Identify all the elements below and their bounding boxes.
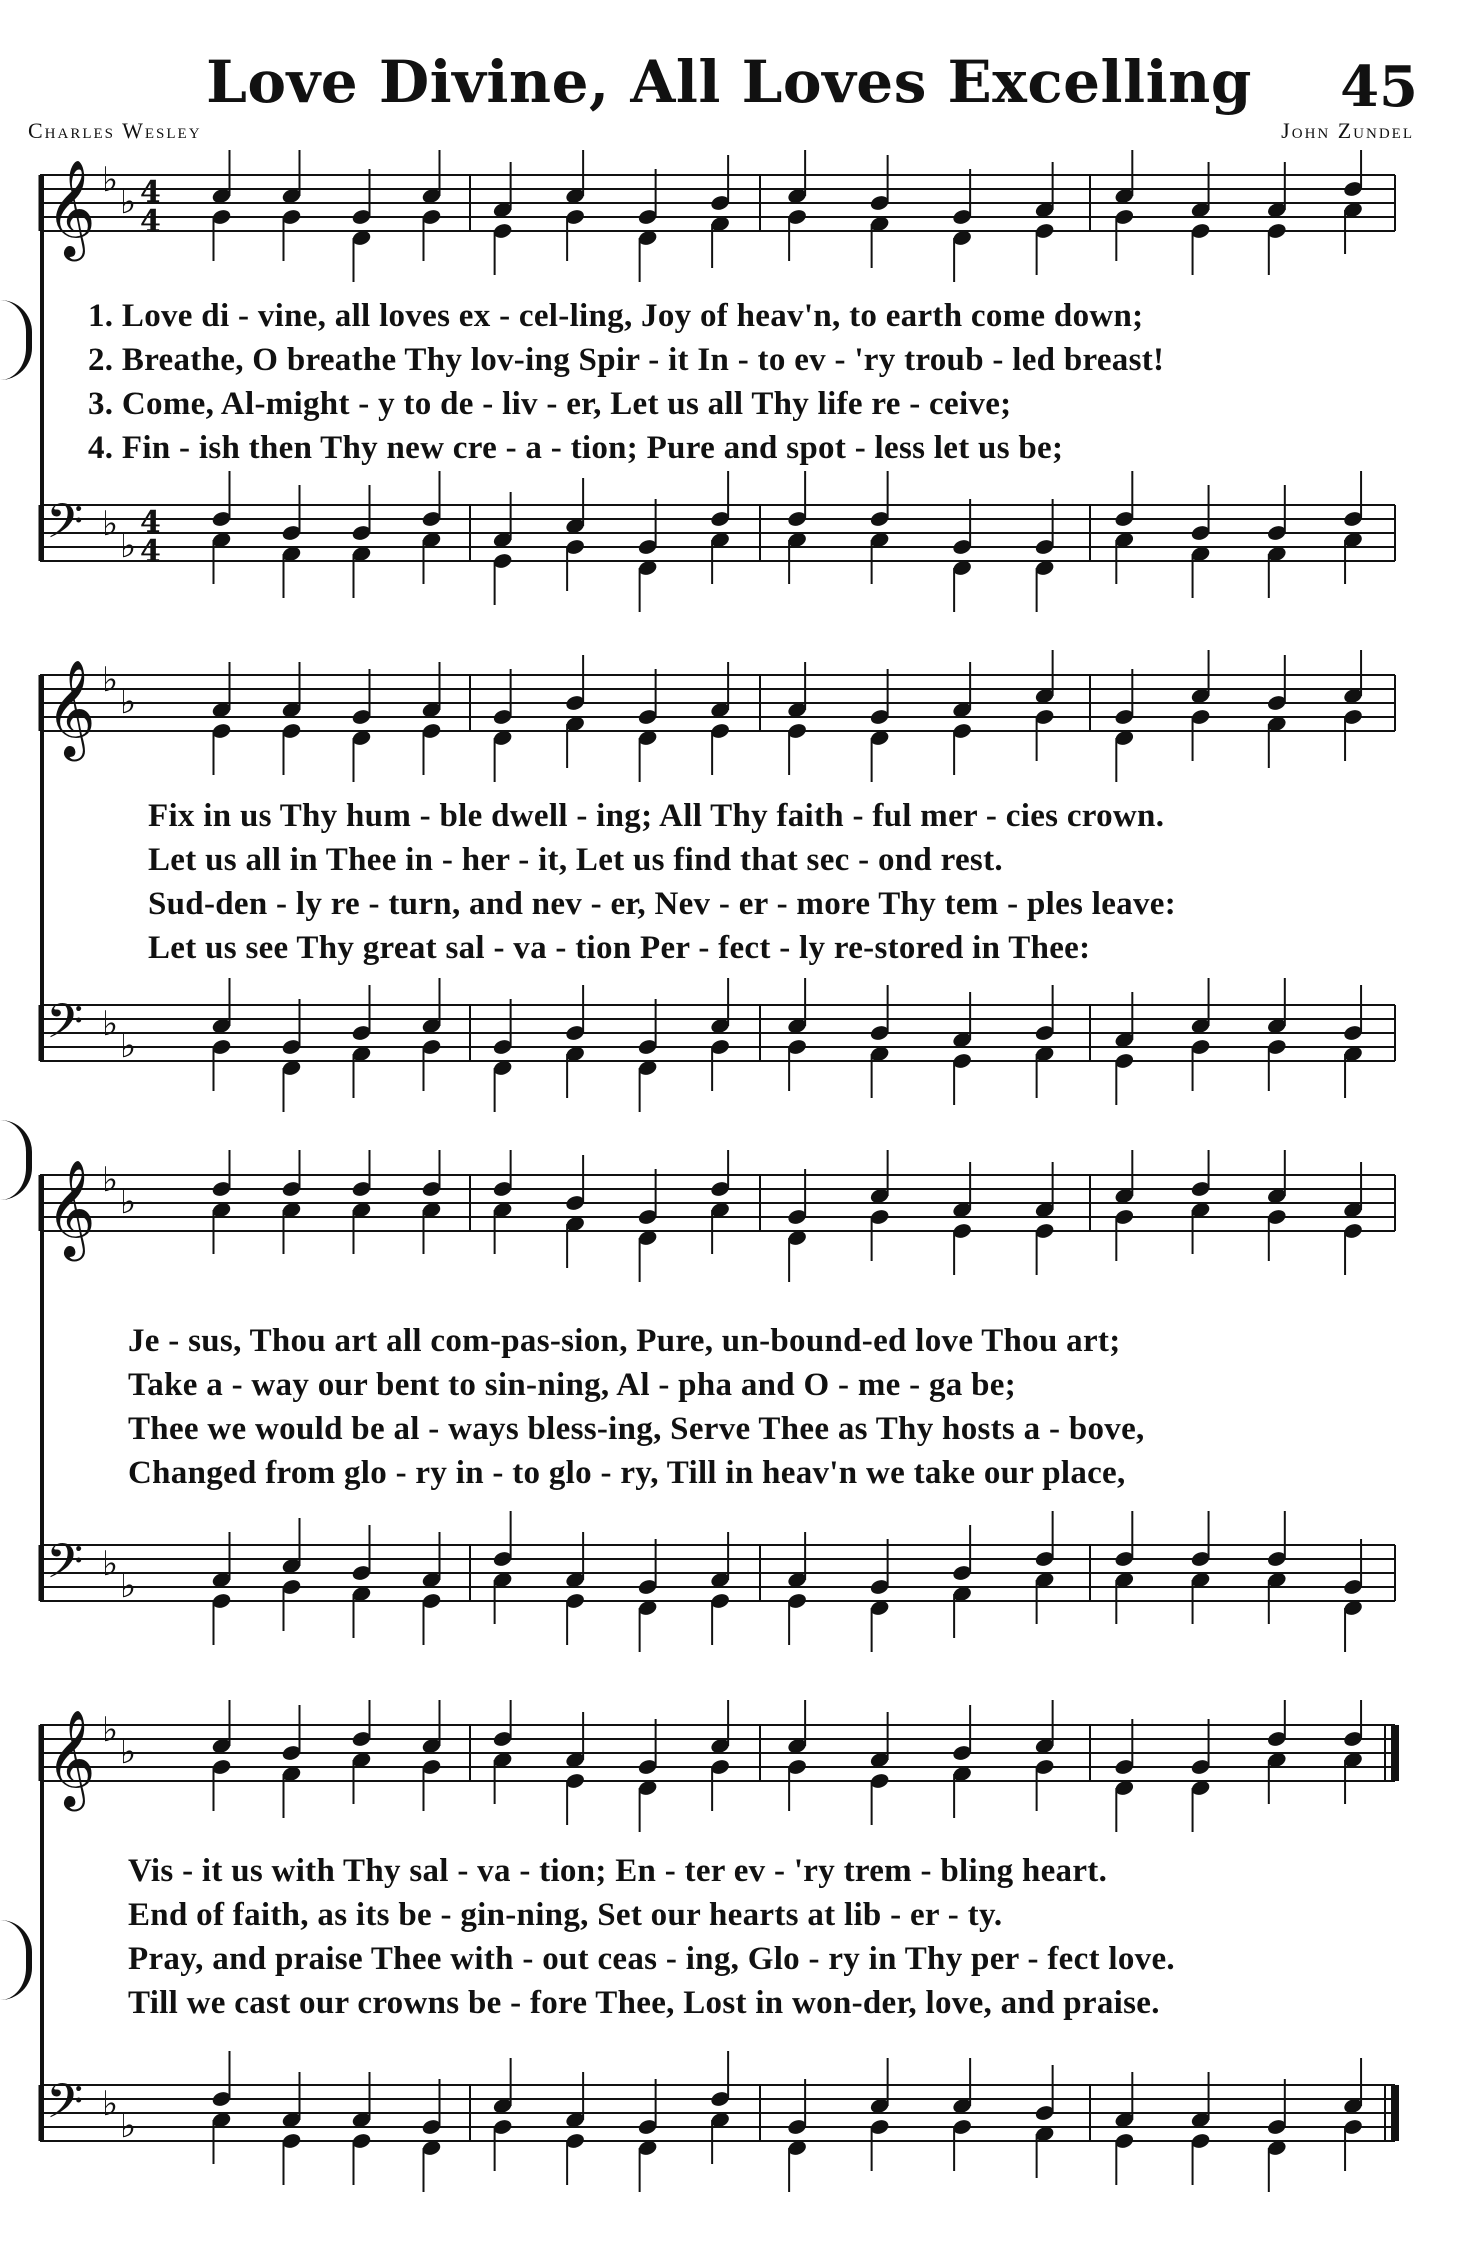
svg-text:♭: ♭ [102, 504, 119, 544]
system-brace-line [40, 1175, 44, 1601]
lyric-verse-1: Je - sus, Thou art all com-pas-sion, Pure, un-bound-ed love Thou art; [128, 1323, 1121, 1359]
lyric-verse-3: Thee we would be al - ways bless-ing, Serve Thee as Thy hosts a - bove, [128, 1411, 1145, 1447]
lyric-verse-3: 3. Come, Al-might - y to de - liv - er, Let us all Thy life re - ceive; [88, 386, 1012, 422]
lyric-verse-3: Sud-den - ly re - turn, and nev - er, Nev - er - more Thy tem - ples leave: [148, 886, 1176, 922]
svg-text:♭: ♭ [120, 682, 137, 722]
lyric-verse-4: Changed from glo - ry in - to glo - ry, Till in heav'n we take our place, [128, 1455, 1126, 1491]
page-binding-mark [0, 300, 32, 380]
svg-text:♭: ♭ [102, 660, 119, 700]
svg-text:4: 4 [140, 204, 161, 239]
system-brace-line [40, 175, 44, 561]
lyric-verse-4: Let us see Thy great sal - va - tion Per - fect - ly re-stored in Thee: [148, 930, 1091, 966]
svg-text:♭: ♭ [102, 1160, 119, 1200]
svg-text:♭: ♭ [120, 1026, 137, 1066]
treble-staff-1 [0, 150, 1458, 290]
treble-staff-4 [0, 1700, 1458, 1840]
svg-text:♭: ♭ [120, 1732, 137, 1772]
lyric-verse-1: 1. Love di - vine, all loves ex - cel-ling, Joy of heav'n, to earth come down; [88, 298, 1144, 334]
svg-text:𝄢: 𝄢 [46, 1533, 84, 1601]
lyric-verse-2: End of faith, as its be - gin-ning, Set our hearts at lib - er - ty. [128, 1897, 1003, 1933]
svg-text:♭: ♭ [102, 2084, 119, 2124]
svg-text:♭: ♭ [102, 1004, 119, 1044]
svg-text:♭: ♭ [102, 1544, 119, 1584]
svg-text:𝄢: 𝄢 [46, 493, 84, 561]
lyric-verse-2: Let us all in Thee in - her - it, Let us find that sec - ond rest. [148, 842, 1003, 878]
svg-text:♭: ♭ [102, 1710, 119, 1750]
svg-text:𝄞: 𝄞 [46, 1709, 96, 1807]
lyric-verse-3: Pray, and praise Thee with - out ceas - ing, Glo - ry in Thy per - fect love. [128, 1941, 1175, 1977]
treble-staff-3 [0, 1150, 1458, 1290]
svg-text:𝄞: 𝄞 [46, 1159, 96, 1257]
bass-staff-1 [0, 470, 1458, 620]
treble-staff-2 [0, 650, 1458, 790]
lyric-verse-1: Vis - it us with Thy sal - va - tion; En - ter ev - 'ry trem - bling heart. [128, 1853, 1108, 1889]
svg-text:4: 4 [140, 505, 161, 540]
hymn-number: 45 [1340, 54, 1418, 120]
lyric-verse-1: Fix in us Thy hum - ble dwell - ing; All Thy faith - ful mer - cies crown. [148, 798, 1165, 834]
system-brace-line [40, 1725, 44, 2141]
svg-text:𝄢: 𝄢 [46, 993, 84, 1061]
svg-text:4: 4 [140, 175, 161, 210]
bass-staff-2 [0, 970, 1458, 1120]
svg-text:♭: ♭ [120, 2106, 137, 2146]
svg-text:𝄞: 𝄞 [46, 159, 96, 257]
svg-text:♭: ♭ [120, 526, 137, 566]
svg-text:♭: ♭ [120, 1182, 137, 1222]
bass-staff-4 [0, 2050, 1458, 2200]
system-brace-line [40, 675, 44, 1061]
lyric-verse-4: 4. Fin - ish then Thy new cre - a - tion; Pure and spot - less let us be; [88, 430, 1064, 466]
page-binding-mark [0, 1920, 32, 2000]
hymn-title: Love Divine, All Loves Excelling [206, 48, 1252, 116]
composer-credit: John Zundel [1281, 118, 1414, 143]
svg-text:4: 4 [140, 534, 161, 569]
lyricist-credit: Charles Wesley [28, 118, 202, 143]
svg-text:♭: ♭ [120, 1566, 137, 1606]
lyric-verse-2: 2. Breathe, O breathe Thy lov-ing Spir - it In - to ev - 'ry troub - led breast! [88, 342, 1165, 378]
svg-text:𝄞: 𝄞 [46, 659, 96, 757]
lyric-verse-4: Till we cast our crowns be - fore Thee, Lost in won-der, love, and praise. [128, 1985, 1160, 2021]
lyric-verse-2: Take a - way our bent to sin-ning, Al - pha and O - me - ga be; [128, 1367, 1017, 1403]
svg-text:♭: ♭ [102, 160, 119, 200]
svg-text:♭: ♭ [120, 182, 137, 222]
svg-text:𝄢: 𝄢 [46, 2073, 84, 2141]
bass-staff-3 [0, 1510, 1458, 1660]
